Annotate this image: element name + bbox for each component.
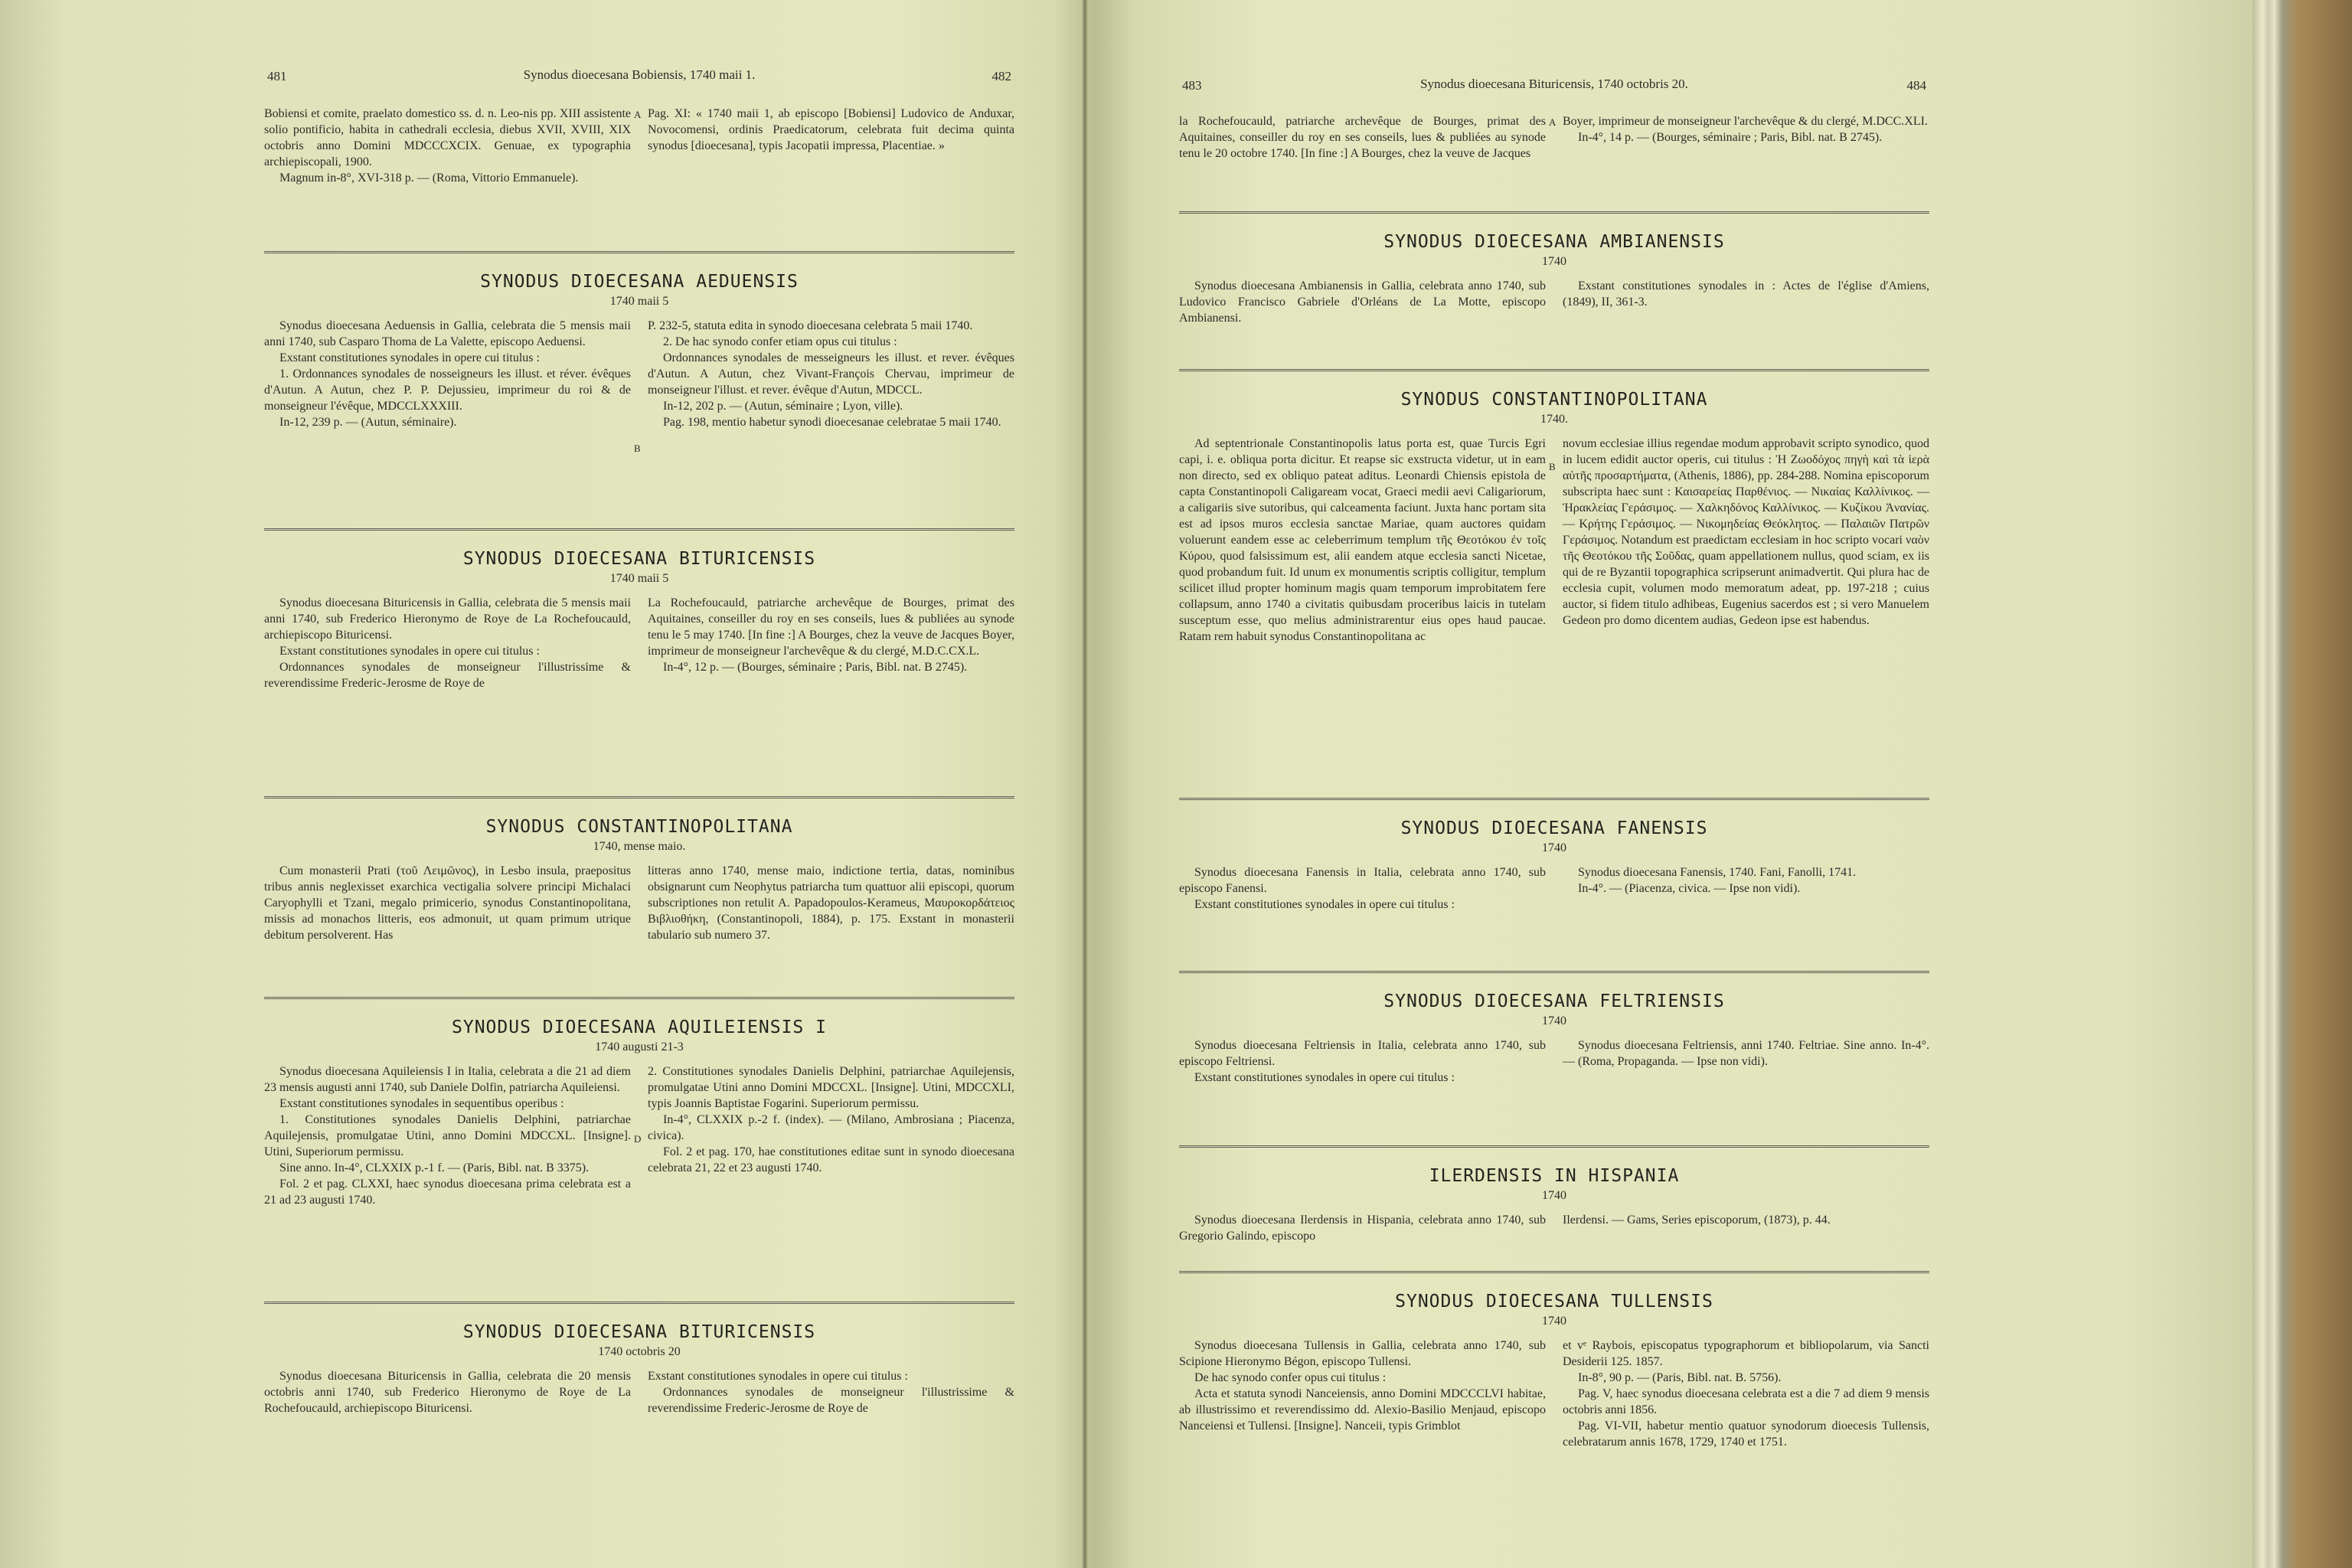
column-b (648, 106, 1014, 186)
section-title: SYNODUS DIOECESANA BITURICENSIS (462, 549, 816, 569)
section-rule (264, 997, 1014, 1001)
paragraph: In-4°, 12 p. — (Bourges, séminaire ; Paris, Bibl. nat. B 2745). (663, 661, 968, 674)
paragraph: Synodus dioecesana Ilerdensis in Hispania, celebrata anno 1740, sub Gregorio Galindo, episcopo (1179, 1214, 1546, 1243)
page-number: 484 (1906, 78, 1926, 93)
paragraph: De hac synodo confer opus cui titulus : (1194, 1371, 1387, 1384)
paragraph: Magnum in-8°, XVI-318 p. — (Roma, Vittorio Emmanuele). (279, 172, 579, 185)
section-title: SYNODUS DIOECESANA BITURICENSIS (462, 1322, 816, 1342)
column-a (264, 863, 631, 943)
section-title: SYNODUS DIOECESANA FANENSIS (1400, 818, 1708, 838)
column-a (264, 1368, 631, 1416)
section-date: 1740 (1542, 1315, 1566, 1328)
paragraph: Exstant constitutiones synodales in sequentibus operibus : (279, 1097, 564, 1110)
section-date: 1740, mense maio. (593, 840, 686, 853)
column-a (1179, 278, 1546, 326)
paragraph: Exstant constitutiones synodales in opere cui titulus : (648, 1370, 908, 1383)
paragraph: Exstant constitutiones synodales in : Actes de l'église d'Amiens, (1849), II, 361-3. (1563, 279, 1929, 309)
column-a (1179, 1212, 1546, 1244)
running-head (256, 67, 1022, 90)
column-b (648, 318, 1014, 430)
column-b (648, 863, 1014, 943)
entry-ilerdensis (1171, 1145, 1937, 1244)
continued-entry (1171, 113, 1937, 162)
section-rule (1179, 369, 1929, 373)
margin-letter: A (1549, 116, 1557, 128)
column-b (1563, 1212, 1929, 1244)
column-b (1563, 864, 1929, 913)
paragraph: In-12, 202 p. — (Autun, séminaire ; Lyon, ville). (663, 400, 903, 413)
section-date: 1740 octobris 20 (598, 1345, 681, 1358)
entry-aeduensis (256, 251, 1022, 454)
paragraph: Pag. 198, mentio habetur synodi dioecesanae celebratae 5 maii 1740. (663, 416, 1001, 429)
section-date: 1740 (1542, 1014, 1566, 1027)
paragraph: Pag. XI: « 1740 maii 1, ab episcopo [Bobiensi] Ludovico de Anduxar, Novocomensi, ordinis Praedicatorum, celebrata fuit decima quinta synodus [dioecesana], typis Jacopatii impressa, Placentiae. » (648, 107, 1014, 152)
paragraph: Ordonnances synodales de messeigneurs les illust. et rever. évêques d'Autun. A Autun, chez Vivant-François Chervau, imprimeur de monseigneur l'illust. et rever. évêque d'Autun, MDCCL. (648, 351, 1014, 397)
section-rule (264, 528, 1014, 532)
paragraph: Boyer, imprimeur de monseigneur l'archevêque & du clergé, M.DCC.XLI. (1563, 115, 1928, 128)
column-b (648, 1368, 1014, 1416)
page-number: 482 (991, 69, 1011, 83)
paragraph: Synodus dioecesana Aquileiensis I in Italia, celebrata a die 21 ad diem 23 mensis augusti anni 1740, sub Daniele Dolfin, patriarcha Aquileiensi. (264, 1065, 631, 1094)
column-b (1563, 278, 1929, 326)
section-rule (1179, 211, 1929, 215)
running-title: Synodus dioecesana Bobiensis, 1740 maii 1. (523, 67, 756, 82)
paragraph: Cum monasterii Prati (τοῦ Λειμῶνος), in Lesbo insula, praepositus tribus annis neglexisset exarchica vectigalia solvere principi Michalaci Caryophylli et Tzani, megalo primicerio, synodus Constantinopolitana, missis ad monachos litteris, eos admonuit, ut quam primum utrique debitum persolverent. Has (264, 864, 631, 942)
margin-letter: B (1549, 461, 1556, 472)
section-title: SYNODUS DIOECESANA AQUILEIENSIS I (452, 1018, 827, 1037)
running-head (1171, 77, 1937, 100)
paragraph: Synodus dioecesana Fanensis in Italia, celebrata anno 1740, sub episcopo Fanensi. (1179, 866, 1546, 895)
column-b (1563, 436, 1929, 645)
paragraph: Ilerdensi. — Gams, Series episcoporum, (1873), p. 44. (1563, 1214, 1831, 1227)
paragraph: Exstant constitutiones synodales in opere cui titulus : (279, 351, 540, 364)
section-date: 1740 (1542, 841, 1566, 854)
section-date: 1740 augusti 21-3 (595, 1040, 684, 1054)
continued-entry (256, 106, 1022, 186)
section-title: SYNODUS DIOECESANA AMBIANENSIS (1383, 232, 1725, 252)
column-b (648, 595, 1014, 691)
paragraph: Synodus dioecesana Bituricensis in Gallia, celebrata die 20 mensis octobris anni 1740, sub Frederico Hieronymo de Roye de La Rochefoucauld, archiepiscopo Bituricensi. (264, 1370, 631, 1415)
margin-letter: B (634, 443, 641, 454)
paragraph: In-4°, CLXXIX p.-2 f. (index). — (Milano, Ambrosiana ; Piacenza, civica). (648, 1113, 1014, 1142)
paragraph: Synodus dioecesana Ambianensis in Gallia, celebrata anno 1740, sub Ludovico Francisco Gabriele d'Orléans de La Motte, episcopo Ambianensi. (1179, 279, 1546, 325)
paragraph: 1. Ordonnances synodales de nosseigneurs les illust. et réver. évêques d'Autun. A Autun, chez P. P. Dejussieu, imprimeur du roi & de monseigneur l'évêque, MDCCLXXXIII. (264, 368, 631, 413)
paragraph: la Rochefoucauld, patriarche archevêque de Bourges, primat des Aquitaines, conseiller du roy en ses conseils, lues & publiées au synode tenu le 20 octobre 1740. [In fine :] A Bourges, chez la veuve de Jacques (1179, 115, 1546, 160)
section-title: SYNODUS DIOECESANA AEDUENSIS (480, 272, 799, 292)
section-date: 1740 (1542, 1189, 1566, 1202)
section-date: 1740. (1540, 413, 1568, 426)
paragraph: Synodus dioecesana Feltriensis, anni 1740. Feltriae. Sine anno. In-4°. — (Roma, Propaganda. — Ipse non vidi). (1563, 1039, 1929, 1068)
paragraph: Acta et statuta synodi Nanceiensis, anno Domini MDCCCLVI habitae, ab illustrissimo et reverendissimo dd. Alexio-Basilio Menjaud, episcopo Nanceiensi et Tullensi. [Insigne]. Nanceii, typis Grimblot (1179, 1387, 1546, 1432)
section-rule (264, 796, 1014, 800)
column-a (264, 318, 631, 430)
column-a (1179, 1338, 1546, 1450)
section-title: SYNODUS CONSTANTINOPOLITANA (1400, 390, 1708, 410)
section-rule (1179, 798, 1929, 802)
section-date: 1740 maii 5 (609, 295, 669, 308)
paragraph: et vᵉ Raybois, episcopatus typographorum et bibliopolarum, via Sancti Desiderii 125. 1857. (1563, 1339, 1929, 1368)
paragraph: P. 232-5, statuta edita in synodo dioecesana celebrata 5 maii 1740. (648, 319, 973, 332)
paragraph: Exstant constitutiones synodales in opere cui titulus : (1194, 1071, 1455, 1084)
column-a (1179, 1037, 1546, 1086)
paragraph: Bobiensi et comite, praelato domestico ss. d. n. Leo-nis pp. XIII assistente solio pontificio, habita in cathedrali ecclesia, diebus XVII, XVIII, XIX octobris anno Domini MDCCCXCIX. Genuae, ex typographia archiepiscopali, 1900. (264, 107, 631, 168)
paragraph: 1. Constitutiones synodales Danielis Delphini, patriarchae Aquilejensis, promulgatae Utini, anno Domini MDCCXL. [Insigne]. Utini, Superiorum permissu. (264, 1113, 631, 1158)
paragraph: Pag. VI-VII, habetur mentio quatuor synodorum dioecesis Tullensis, celebratarum annis 1678, 1729, 1740 et 1751. (1563, 1419, 1929, 1449)
column-a (264, 106, 631, 186)
entry-tullensis (1171, 1271, 1937, 1450)
paragraph: Synodus dioecesana Aeduensis in Gallia, celebrata die 5 mensis maii anni 1740, sub Casparo Thoma de La Valette, episcopo Aeduensi. (264, 319, 631, 348)
left-page (256, 0, 1022, 1568)
paragraph: In-12, 239 p. — (Autun, séminaire). (279, 416, 457, 429)
column-a (1179, 113, 1546, 162)
paragraph: Exstant constitutiones synodales in opere cui titulus : (1194, 898, 1455, 911)
right-page (1171, 0, 1937, 1568)
entry-ambianensis (1171, 211, 1937, 326)
margin-letter: D (634, 1133, 642, 1145)
page-number: 481 (267, 69, 287, 83)
section-title: ILERDENSIS IN HISPANIA (1429, 1166, 1680, 1186)
paragraph: Fol. 2 et pag. CLXXI, haec synodus dioecesana prima celebrata est a 21 ad 23 augusti 1740. (264, 1178, 631, 1207)
section-rule (264, 1302, 1014, 1305)
entry-feltriensis (1171, 971, 1937, 1086)
paragraph: Ordonnances synodales de monseigneur l'illustrissime & reverendissime Frederic-Jerosme de Roye de (264, 661, 631, 690)
column-a (264, 595, 631, 691)
entry-aquileiensis (256, 997, 1022, 1208)
paragraph: Ad septentrionale Constantinopolis latus porta est, quae Turcis Egri capi, i. e. obliqua porta dicitur. Et reapse sic exstructa videtur, ut in eam non directo, sed ex obliquo pateat aditus. Leonardi Chiensis epistola de capta Constantinopoli Caligaream vocat, Graeci medii aevi Caligariorum, a caligariis sive sutoribus, qui calceamenta faciunt. Juxta hanc portam sita est ad ipsos muros ecclesia sanctae Mariae, quam auctores quidam voluerunt eandem esse ac celeberrimum templum τῆς Θεοτόκου ἐν τοῖς Κύρου, quod falsissimum est, alii eandem atque ecclesia sancti Nicetae, quod probandum fuit. Id unum ex monumentis scriptis colligitur, templum scilicet illud propter hominum magis quam temporum improbitatem fere collapsum, anno 1740 a civitatis quibusdam proceribus laicis in tutelam susceptum esse, quo melius administrarentur eius opes haud paucae. Ratam rem habuit synodus Constantinopolitana ac (1179, 437, 1546, 643)
page-number: 483 (1182, 78, 1202, 93)
paragraph: Fol. 2 et pag. 170, hae constitutiones editae sunt in synodo dioecesana celebrata 21, 22 et 23 augusti 1740. (648, 1145, 1014, 1174)
section-title: SYNODUS DIOECESANA FELTRIENSIS (1383, 991, 1725, 1011)
section-title: SYNODUS DIOECESANA TULLENSIS (1395, 1292, 1713, 1312)
column-b (1563, 113, 1929, 162)
column-b (1563, 1037, 1929, 1086)
section-rule (264, 251, 1014, 255)
entry-fanensis (1171, 798, 1937, 913)
column-a (1179, 436, 1546, 645)
paragraph: In-8°, 90 p. — (Paris, Bibl. nat. B. 5756). (1578, 1371, 1782, 1384)
section-rule (1179, 1271, 1929, 1275)
column-a (264, 1063, 631, 1208)
entry-bituricensis-may (256, 528, 1022, 691)
running-title: Synodus dioecesana Bituricensis, 1740 octobris 20. (1420, 77, 1688, 91)
section-rule (1179, 1145, 1929, 1149)
section-rule (1179, 971, 1929, 975)
entry-bituricensis-october (256, 1302, 1022, 1416)
column-a (1179, 864, 1546, 913)
paragraph: Synodus dioecesana Bituricensis in Gallia, celebrata die 5 mensis maii anni 1740, sub Frederico Hieronymo de Roye de La Rochefoucauld, archiepiscopo Bituricensi. (264, 596, 631, 642)
column-b (1563, 1338, 1929, 1450)
paragraph: Exstant constitutiones synodales in opere cui titulus : (279, 645, 540, 658)
paragraph: 2. De hac synodo confer etiam opus cui titulus : (663, 335, 897, 348)
paragraph: Synodus dioecesana Feltriensis in Italia, celebrata anno 1740, sub episcopo Feltriensi. (1179, 1039, 1546, 1068)
paragraph: 2. Constitutiones synodales Danielis Delphini, patriarchae Aquilejensis, promulgatae Utini anno Domini MDCCXL. [Insigne]. Utini, MDCCXLI, typis Joannis Baptistae Fogarini. Superiorum permissu. (648, 1065, 1014, 1110)
paragraph: Synodus dioecesana Tullensis in Gallia, celebrata anno 1740, sub Scipione Hieronymo Bégon, episcopo Tullensi. (1179, 1339, 1546, 1368)
entry-constantinopolitana (256, 796, 1022, 943)
entry-constantinopolitana-1740 (1171, 369, 1937, 645)
page-edges (2252, 0, 2352, 1568)
paragraph: La Rochefoucauld, patriarche archevêque de Bourges, primat des Aquitaines, conseiller du roy en ses conseils, lues & publiées au synode tenu le 5 may 1740. [In fine :] A Bourges, chez la veuve de Jacques Boyer, imprimeur de monseigneur l'archevêque & du clergé, M.D.C.CX.L. (648, 596, 1014, 658)
paragraph: In-4°. — (Piacenza, civica. — Ipse non vidi). (1578, 882, 1801, 895)
paragraph: Ordonnances synodales de monseigneur l'illustrissime & reverendissime Frederic-Jerosme de Roye de (648, 1386, 1014, 1415)
paragraph: Synodus dioecesana Fanensis, 1740. Fani, Fanolli, 1741. (1578, 866, 1857, 879)
paragraph: Pag. V, haec synodus dioecesana celebrata est a die 7 ad diem 9 mensis octobris anni 1856. (1563, 1387, 1929, 1416)
paragraph: litteras anno 1740, mense maio, indictione tertia, datas, nominibus obsignarunt cum Neophytus patriarcha tum quattuor alii episcopi, quorum subscriptiones non retulit A. Papadopoulos-Kerameus, Μαυροκορδάτειος Βιβλιοθήκη, (Constantinopoli, 1884), p. 175. Exstant in monasterii tabulario sub numero 37. (648, 864, 1014, 942)
margin-letter: A (634, 109, 642, 120)
paragraph: novum ecclesiae illius regendae modum approbavit scripto synodico, quod in lucem edidit auctor operis, cui titulus : Ἡ Ζωοδόχος πηγὴ καὶ τὰ ἱερὰ αὐτῆς προσαρτήματα, (Athenis, 1886), pp. 284-288. Nomina episcoporum subscripta haec sunt : Καισαρείας Παρθένιος. — Νικαίας Καλλίνικος. — Ἡρακλείας Γεράσιμος. — Χαλκηδόνος Καλλίνικος. — Κυζίκου Ἀνανίας. — Κρήτης Γεράσιμος. — Νικομηδείας Θεόκλητος. — Παλαιῶν Πατρῶν Γεράσιμος. Notandum est praedictam ecclesiam in hoc scripto vocari ναὸν τῆς Θεοτόκου τῆς Σοῦδας, quam appellationem nullus, quod sciam, ex iis qui de re Byzantii topographica scripserunt animadvertit. Qui plura hac de ecclesia cupit, volumen modo memoratum adeat, pp. 197-218 ; cuius auctor, si fidem titulo adhibeas, Eugenius sacerdos est ; si vero Manuelem Gedeon pro domo dicentem audias, Gedeon ipse est habendus. (1563, 437, 1929, 627)
paragraph: Sine anno. In-4°, CLXXIX p.-1 f. — (Paris, Bibl. nat. B 3375). (279, 1161, 590, 1174)
section-date: 1740 (1542, 255, 1566, 268)
book-gutter (1082, 0, 1088, 1568)
section-date: 1740 maii 5 (609, 572, 669, 585)
column-b (648, 1063, 1014, 1208)
paragraph: In-4°, 14 p. — (Bourges, séminaire ; Paris, Bibl. nat. B 2745). (1578, 131, 1883, 144)
section-title: SYNODUS CONSTANTINOPOLITANA (485, 817, 793, 837)
